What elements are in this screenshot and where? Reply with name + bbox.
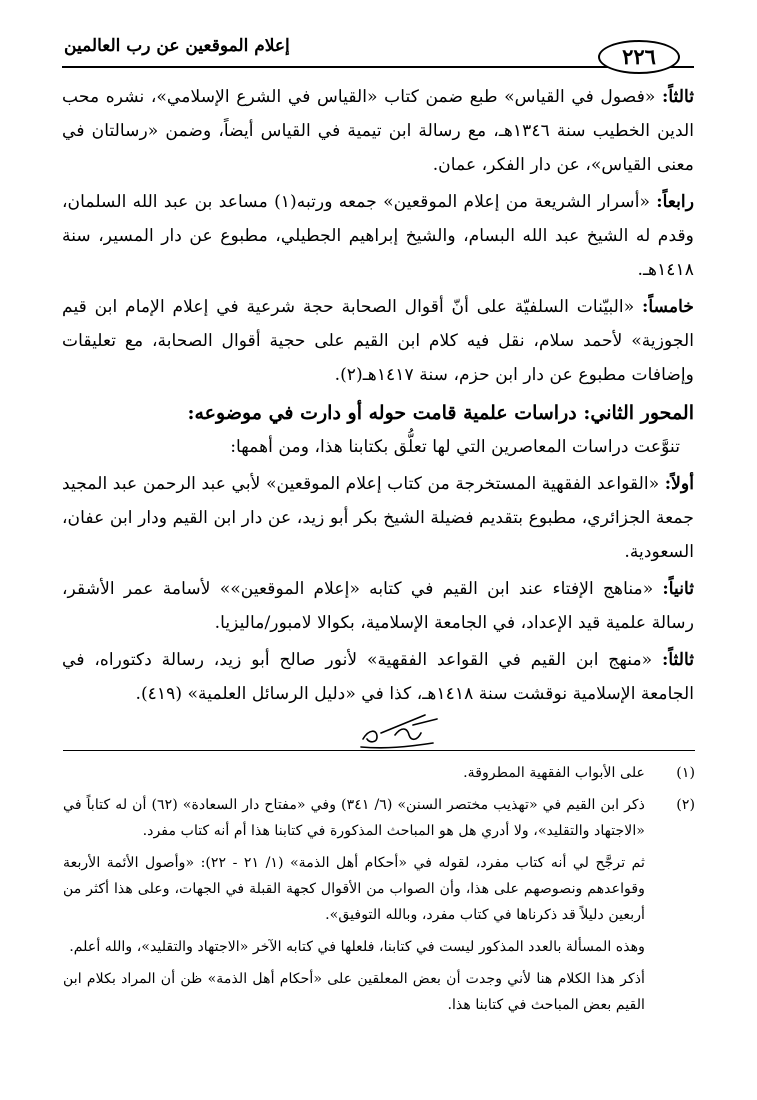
paragraph-lead: ثالثاً: [661, 87, 694, 107]
paragraph-lead: أولاً: [664, 474, 694, 494]
header-rule [62, 66, 694, 68]
footnote-text: أذكر هذا الكلام هنا لأني وجدت أن بعض المعلقين على «أحكام أهل الذمة» ظن أن المراد بكلام ابن القيم بعض المباحث في كتابنا هذا. [63, 971, 645, 1013]
handwritten-signature [355, 705, 441, 753]
paragraph-fifth [62, 290, 694, 392]
footnote-text: وهذه المسألة بالعدد المذكور ليست في كتابنا، فلعلها في كتابه الآخر «الاجتهاد والتقليد»، والله أعلم. [69, 939, 645, 955]
paragraph-text: «فصول في القياس» طبع ضمن كتاب «القياس في الشرع الإسلامي»، نشره محب الدين الخطيب سنة ١٣٤٦هـ، مع رسالة ابن تيمية في القياس أيضاً، وضمن «رسالتان في معنى القياس»، عن دار الفكر، عمان. [62, 87, 694, 175]
footnote [63, 760, 695, 786]
footnote [63, 792, 695, 1018]
footnote-number: (١) [676, 765, 695, 781]
footnote-number: (٢) [676, 797, 695, 813]
paragraph-text: «القواعد الفقهية المستخرجة من كتاب إعلام الموقعين» لأبي عبد الرحمن عبد المجيد جمعة الجزائري، مطبوع بتقديم فضيلة الشيخ بكر أبو زيد، عن دار ابن القيم ودار ابن عفان، السعودية. [62, 474, 694, 562]
paragraph-lead: ثالثاً: [661, 650, 694, 670]
study-first [62, 467, 694, 569]
paragraph-third [62, 80, 694, 182]
running-header [62, 32, 694, 68]
section-intro: تنوَّعت دراسات المعاصرين التي لها تعلُّق بكتابنا هذا، ومن أهمها: [230, 437, 680, 457]
footnote-text: على الأبواب الفقهية المطروقة. [463, 765, 645, 781]
paragraph-text: «منهج ابن القيم في القواعد الفقهية» لأنور صالح أبو زيد، رسالة دكتوراه، في الجامعة الإسلامية نوقشت سنة ١٤١٨هـ، كذا في «دليل الرسائل العلمية» (٤١٩). [62, 650, 694, 704]
book-title: إعلام الموقعين عن رب العالمين [64, 36, 290, 56]
paragraph-lead: خامساً: [642, 297, 694, 317]
main-text [62, 80, 694, 714]
paragraph-text: «البيّنات السلفيّة على أنّ أقوال الصحابة حجة شرعية في إعلام الإمام ابن قيم الجوزية» لأحمد سلام، نقل فيه كلام ابن القيم على حجية أقوال الصحابة، مع تعليقات وإضافات مطبوع عن دار ابن حزم، سنة ١٤١٧هـ(٢). [62, 297, 694, 385]
page-number: ٢٢٦ [598, 40, 680, 74]
study-third [62, 643, 694, 711]
paragraph-text: «أسرار الشريعة من إعلام الموقعين» جمعه ورتبه(١) مساعد بن عبد الله السلمان، وقدم له الشيخ عبد الله البسام، والشيخ إبراهيم الجطيلي، مطبوع عن دار المسير، سنة ١٤١٨هـ. [62, 192, 694, 280]
footnote-text: ذكر ابن القيم في «تهذيب مختصر السنن» (٦/ ٣٤١) وفي «مفتاح دار السعادة» (٦٢) أن له كتاباً في «الاجتهاد والتقليد»، ولا أدري هل هو المباحث المذكورة في كتابنا هذا أم أنه كتاب مفرد. [63, 797, 645, 839]
section-heading: المحور الثاني: دراسات علمية قامت حوله أو دارت في موضوعه: [187, 402, 694, 424]
footnote-rule [63, 750, 695, 751]
footnote-text: ثم ترجَّح لي أنه كتاب مفرد، لقوله في «أحكام أهل الذمة» (١/ ٢١ - ٢٢): «وأصول الأئمة الأربعة وقواعدهم ونصوصهم على هذا، وأن الصواب من الأقوال كجهة القبلة في الجهات، وعلى هذا أكثر من أربعين دليلاً قد ذكرناها في كتاب مفرد، وبالله التوفيق». [63, 855, 645, 923]
study-second [62, 572, 694, 640]
paragraph-lead: رابعاً: [656, 192, 694, 212]
paragraph-text: «مناهج الإفتاء عند ابن القيم في كتابه «إعلام الموقعين»» لأسامة عمر الأشقر، رسالة علمية قيد الإعداد، في الجامعة الإسلامية، بكوالا لامبور/ماليزيا. [62, 579, 694, 633]
paragraph-lead: ثانياً: [662, 579, 694, 599]
paragraph-fourth [62, 185, 694, 287]
footnotes [63, 760, 695, 1024]
